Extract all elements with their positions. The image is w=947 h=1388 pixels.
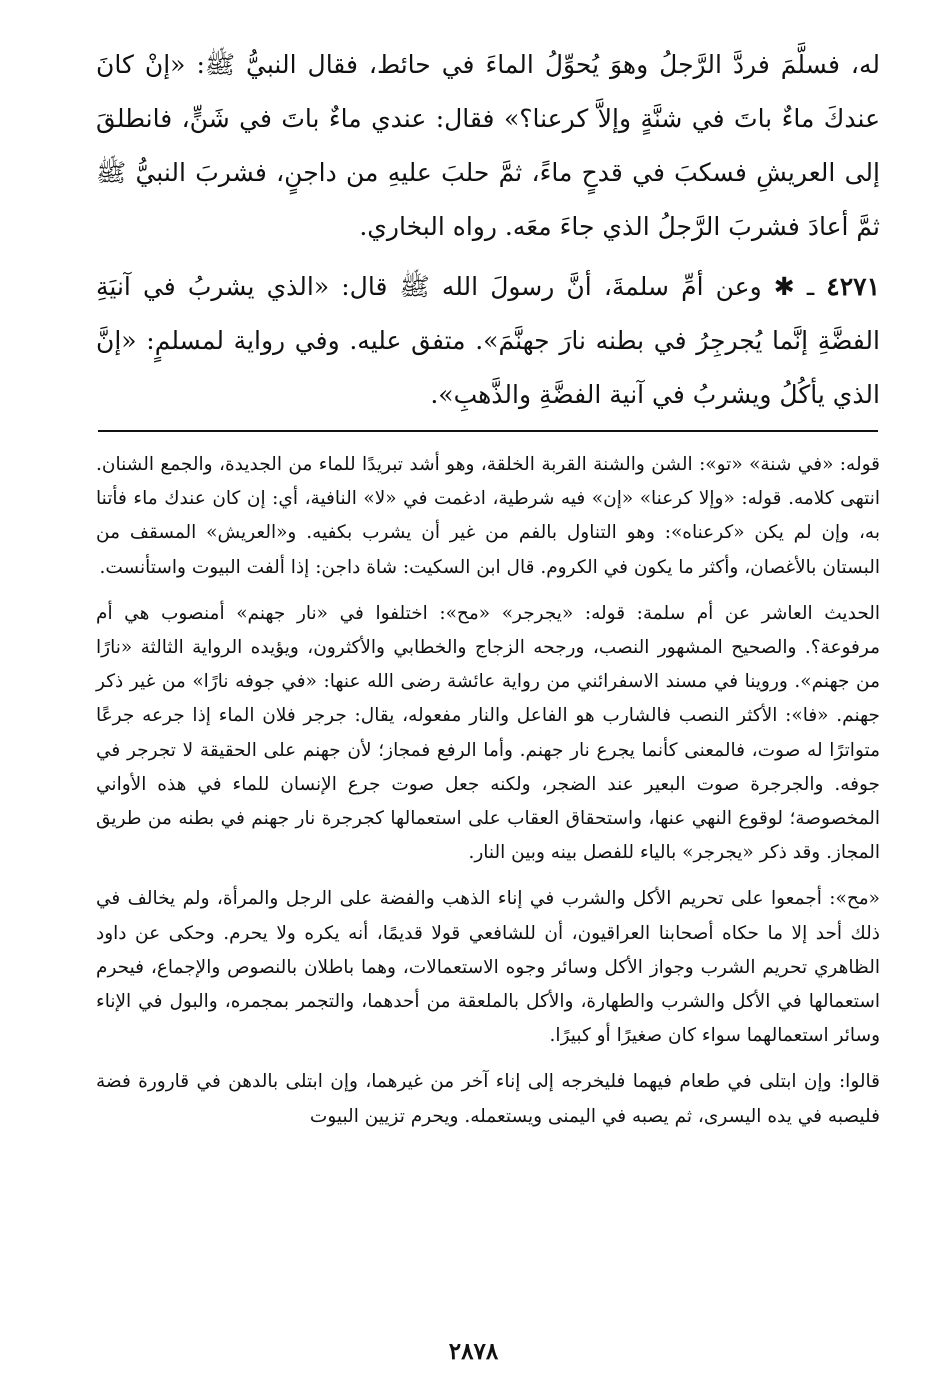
commentary-paragraph: الحديث العاشر عن أم سلمة: قوله: «يجرجر» «مح»: اختلفوا في «نار جهنم» أمنصوب هي أم مرفوعة؟. والصحيح المشهور النصب، ورجحه الزجاج والخطابي والأكثرون، ويؤيده الرواية الثالثة «نارًا من جهنم». وروينا في مسند الاسفرائني من رواية عائشة رضى الله عنها: «في جوفه نارًا» من غير ذكر جهنم. «فا»: الأكثر النصب فالشارب هو الفاعل والنار مفعوله، يقال: جرجر فلان الماء إذا جرعه جرعًا متواترًا له صوت، فالمعنى كأنما يجرع نار جهنم. وأما الرفع فمجاز؛ لأن جهنم على الحقيقة لا تجرجر في جوفه. والجرجرة صوت البعير عند الضجر، ولكنه جعل صوت جرع الإنسان للماء في هذه الأواني المخصوصة؛ لوقوع النهي عنها، واستحقاق العقاب على استعمالها كجرجرة نار جهنم في بطنه من طريق المجاز. وقد ذكر «يجرجر» بالياء للفصل بينه وبين النار. — [96, 602, 880, 864]
hadith-body: ـ ✱ وعن أمِّ سلمةَ، أنَّ رسولَ الله ﷺ قال: «الذي يشربُ في آنيَةِ الفضَّةِ إنَّما يُجرجِرُ في بطنه نارَ جهنَّمَ». متفق عليه. وفي رواية لمسلمٍ: «إنَّ الذي يأكُلُ ويشربُ في آنية الفضَّةِ والذَّهبِ». — [96, 272, 880, 409]
hadith-number: ٤٢٧١ — [826, 272, 881, 301]
commentary-paragraph: قوله: «في شنة» «تو»: الشن والشنة القربة الخلقة، وهو أشد تبريدًا للماء من الجديدة، والجمع الشنان. انتهى كلامه. قوله: «وإلا كرعنا» «إن» فيه شرطية، ادغمت في «لا» النافية، أي: إن كان عندك ماء فأتنا به، وإن لم يكن «كرعناه»: وهو التناول بالفم من غير أن يشرب بكفيه. و«العريش» المسقف من البستان بالأغصان، وأكثر ما يكون في الكروم. قال ابن السكيت: شاة داجن: إذا ألفت البيوت واستأنست. — [96, 454, 880, 578]
commentary — [96, 448, 880, 1134]
footnote-divider — [98, 430, 878, 432]
hadith-paragraph: له، فسلَّمَ فردَّ الرَّجلُ وهوَ يُحوِّلُ الماءَ في حائط، فقال النبيُّ ﷺ: «إنْ كانَ عندكَ ماءٌ باتَ في شنَّةٍ وإلاَّ كرعنا؟» فقال: عندي ماءٌ باتَ في شَنٍّ، فانطلقَ إلى العريشِ فسكبَ في قدحٍ ماءً، ثمَّ حلبَ عليهِ من داجنٍ، فشربَ النبيُّ ﷺ ثمَّ أعادَ فشربَ الرَّجلُ الذي جاءَ معَه. رواه البخاري. — [96, 50, 880, 241]
page-number: ٢٨٧٨ — [448, 1338, 499, 1365]
commentary-paragraph: قالوا: وإن ابتلى في طعام فيهما فليخرجه إلى إناء آخر من غيرهما، وإن ابتلى بالدهن في قارورة فضة فليصبه في يده اليسرى، ثم يصبه في اليمنى ويستعمله. ويحرم تزيين البيوت — [96, 1071, 880, 1127]
hadith-text — [96, 38, 880, 422]
commentary-paragraph: «مح»: أجمعوا على تحريم الأكل والشرب في إناء الذهب والفضة على الرجل والمرأة، ولم يخالف في ذلك أحد إلا ما حكاه أصحابنا العراقيون، أن للشافعي قولا قديمًا، أنه يكره ولا يحرم. وحكى عن داود الظاهري تحريم الشرب وجواز الأكل وسائر وجوه الاستعمالات، وهما باطلان بالنصوص والإجماع، فيحرم استعمالها في الأكل والشرب والطهارة، والأكل بالملعقة من أحدهما، والتجمر بمجمره، والبول في الإناء وسائر استعمالهما سواء كان صغيرًا أو كبيرًا. — [96, 888, 880, 1047]
hadith-paragraph — [96, 260, 880, 422]
